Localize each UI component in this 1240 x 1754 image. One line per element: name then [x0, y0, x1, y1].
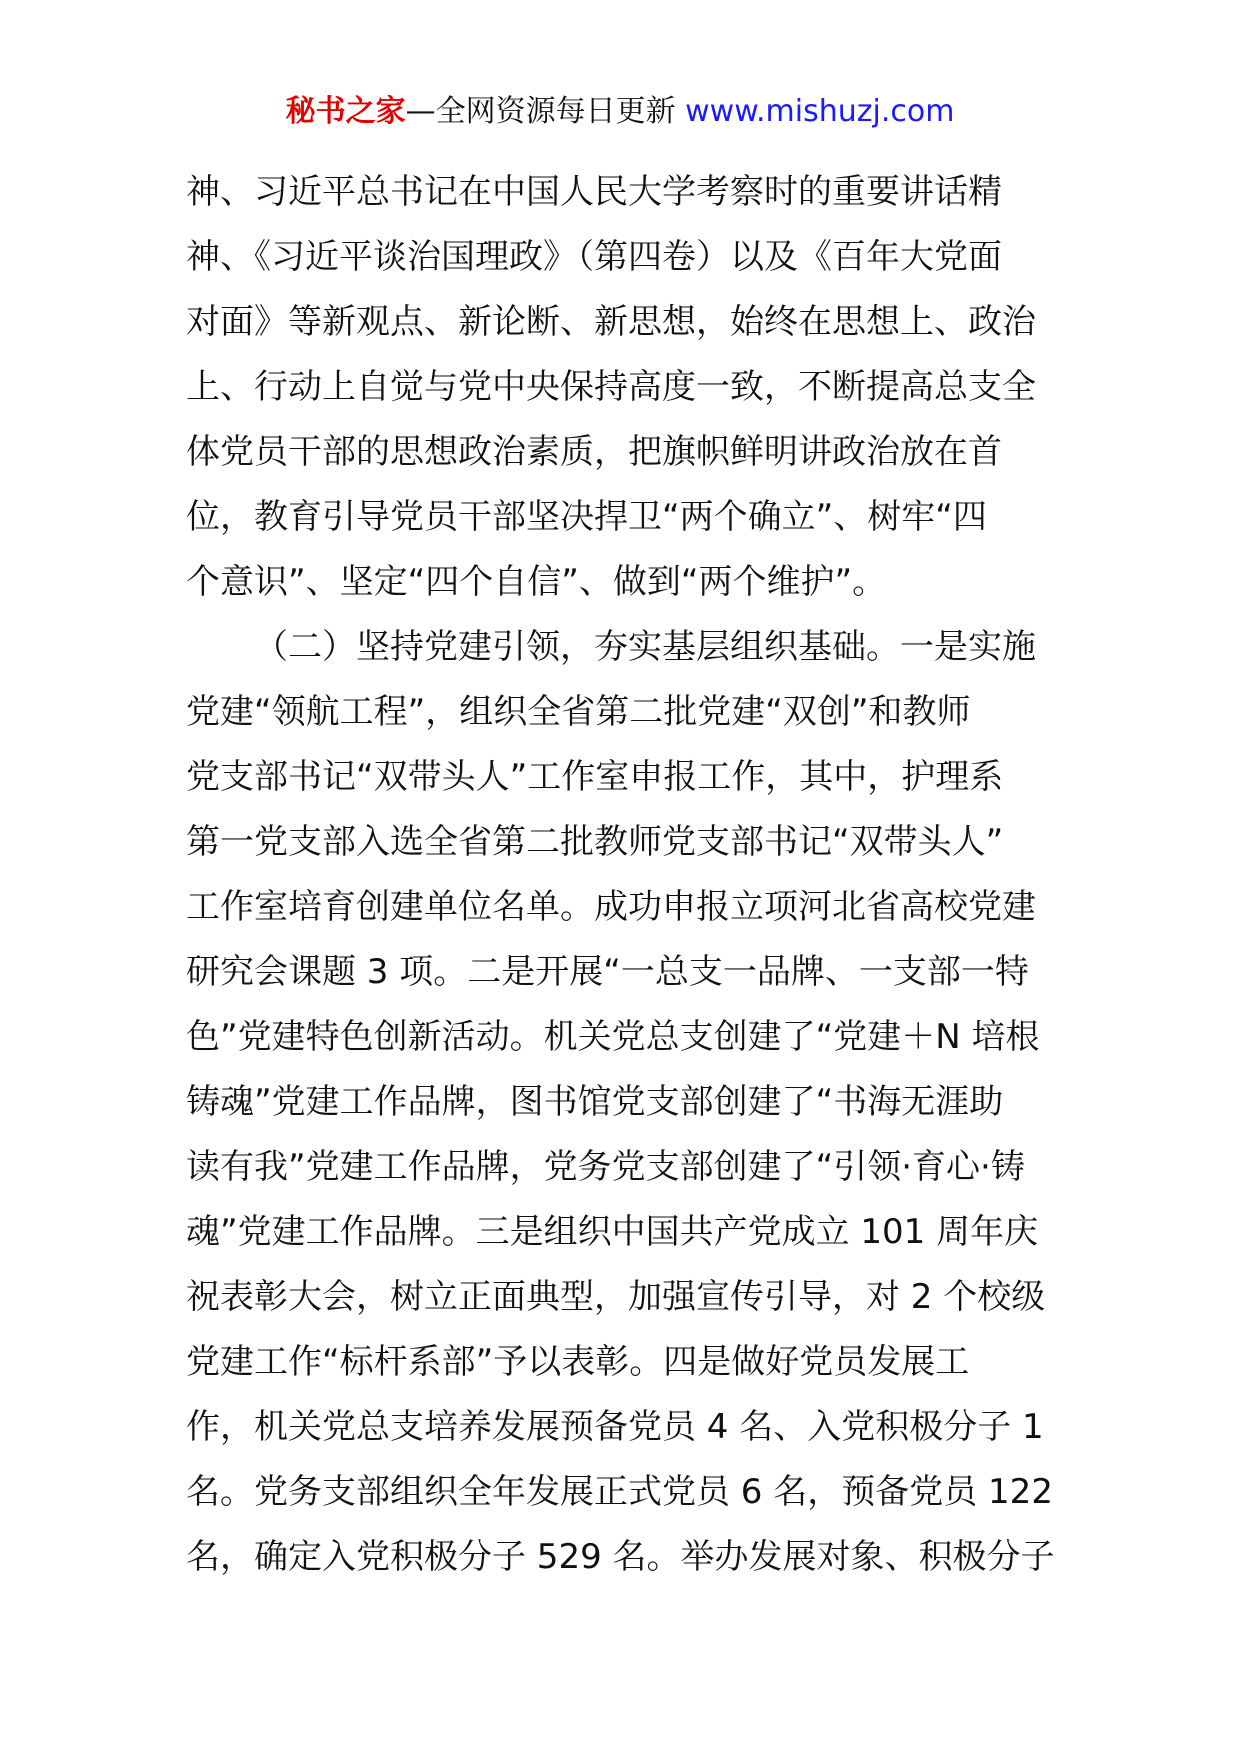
- document-body: [186, 160, 1066, 1590]
- text-line: 读有我”党建工作品牌，党务党支部创建了“引领·育心·铸: [186, 1147, 1025, 1187]
- text-line: 上、行动上自觉与党中央保持高度一致，不断提高总支全: [186, 367, 1036, 407]
- text-line: 魂”党建工作品牌。三是组织中国共产党成立 101 周年庆: [186, 1212, 1039, 1252]
- text-line: 党支部书记“双带头人”工作室申报工作，其中，护理系: [186, 757, 1004, 797]
- text-line: 色”党建特色创新活动。机关党总支创建了“党建＋N 培根: [186, 1017, 1040, 1057]
- text-line: 党建工作“标杆系部”予以表彰。四是做好党员发展工: [186, 1342, 970, 1382]
- text-line: 个意识”、坚定“四个自信”、做到“两个维护”。: [186, 562, 887, 602]
- text-line: 党建“领航工程”，组织全省第二批党建“双创”和教师: [186, 692, 971, 732]
- site-url-link[interactable]: www.mishuzj.com: [685, 94, 955, 129]
- text-line: 名，确定入党积极分子 529 名。举办发展对象、积极分子: [186, 1537, 1055, 1577]
- text-line: 工作室培育创建单位名单。成功申报立项河北省高校党建: [186, 887, 1036, 927]
- text-line: 名。党务支部组织全年发展正式党员 6 名，预备党员 122: [186, 1472, 1053, 1512]
- site-brand: 秘书之家: [285, 94, 406, 129]
- site-header: [0, 92, 1240, 132]
- text-line: 铸魂”党建工作品牌，图书馆党支部创建了“书海无涯助: [186, 1082, 1004, 1122]
- text-line: 神、《习近平谈治国理政》（第四卷）以及《百年大党面: [186, 237, 1002, 277]
- text-line: 第一党支部入选全省第二批教师党支部书记“双带头人”: [186, 822, 1004, 862]
- paragraph-start-line: （二）坚持党建引领，夯实基层组织基础。一是实施: [254, 627, 1036, 667]
- site-tagline: —全网资源每日更新: [405, 94, 676, 129]
- text-line: 位，教育引导党员干部坚决捍卫“两个确立”、树牢“四: [186, 497, 987, 537]
- text-line: 研究会课题 3 项。二是开展“一总支一品牌、一支部一特: [186, 952, 1029, 992]
- text-line: 体党员干部的思想政治素质，把旗帜鲜明讲政治放在首: [186, 432, 1002, 472]
- text-line: 作，机关党总支培养发展预备党员 4 名、入党积极分子 1: [186, 1407, 1044, 1447]
- text-line: 神、习近平总书记在中国人民大学考察时的重要讲话精: [186, 172, 1002, 212]
- text-line: 对面》等新观点、新论断、新思想，始终在思想上、政治: [186, 302, 1036, 342]
- text-line: 祝表彰大会，树立正面典型，加强宣传引导，对 2 个校级: [186, 1277, 1046, 1317]
